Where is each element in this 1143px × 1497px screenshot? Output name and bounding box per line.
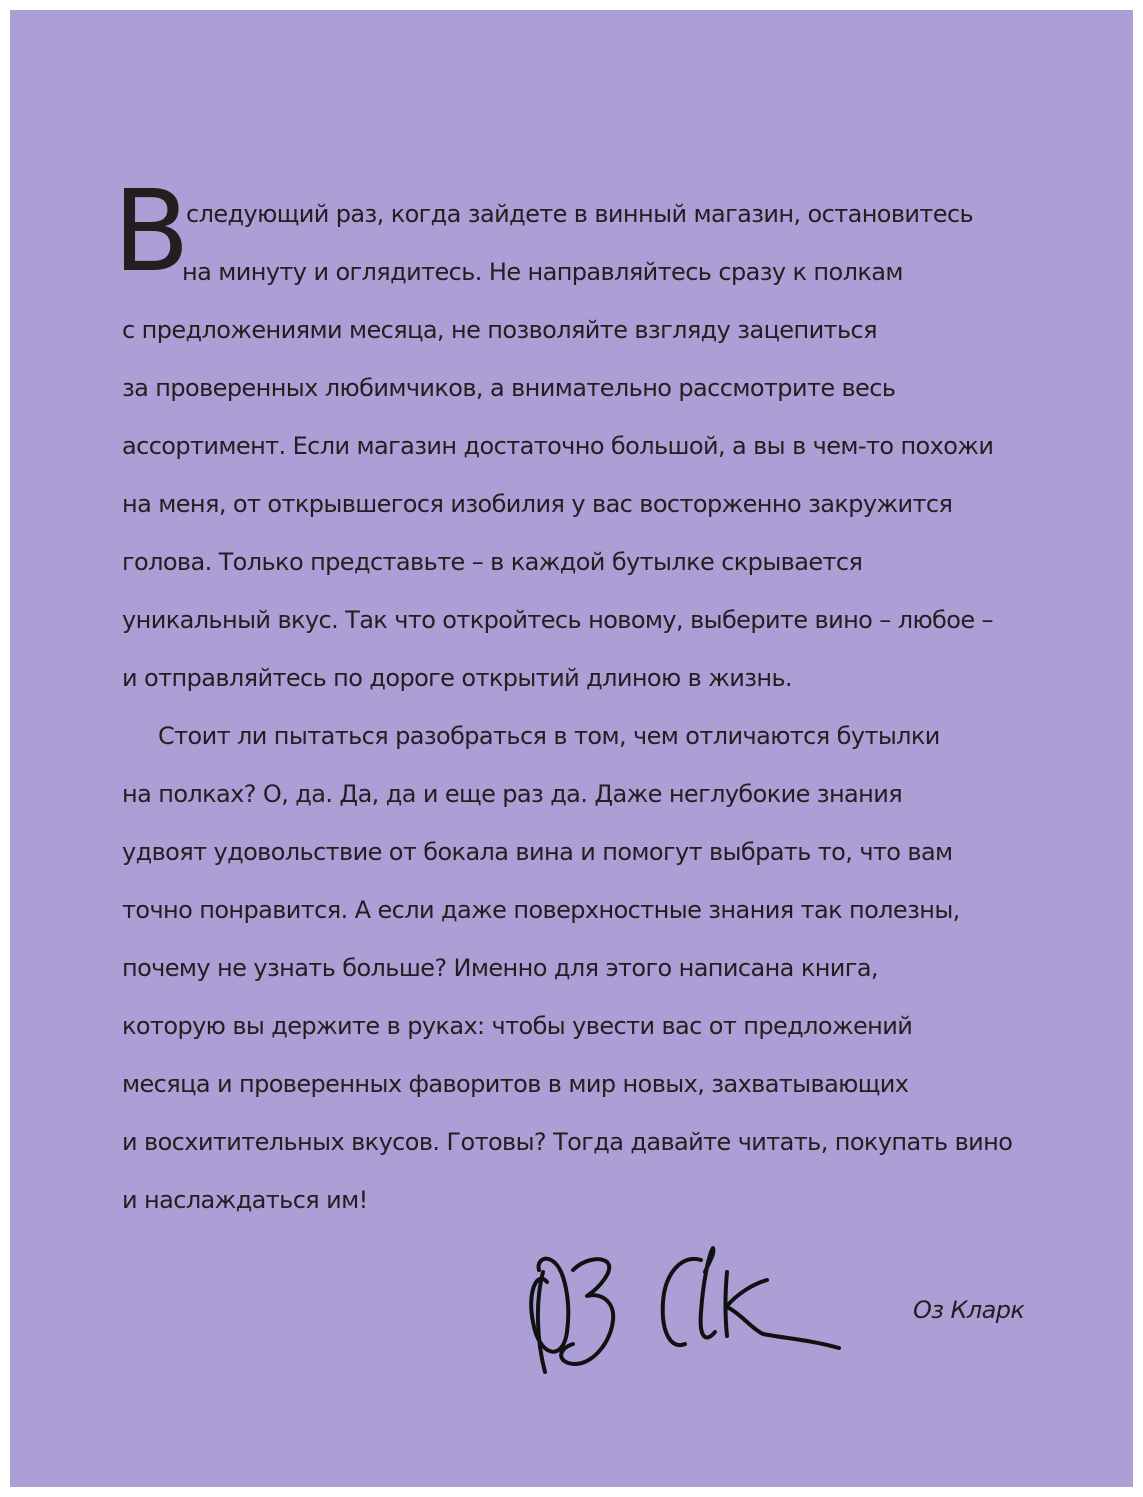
text-line: на полках? О, да. Да, да и еще раз да. Даже неглубокие знания: [122, 780, 903, 808]
text-line: на минуту и оглядитесь. Не направляйтесь сразу к полкам: [182, 258, 903, 286]
text-line: следующий раз, когда зайдете в винный магазин, остановитесь: [186, 200, 974, 228]
text-line: ассортимент. Если магазин достаточно большой, а вы в чем-то похожи: [122, 432, 994, 460]
text-line: и восхитительных вкусов. Готовы? Тогда давайте читать, покупать вино: [122, 1128, 1013, 1156]
drop-cap: В: [113, 167, 190, 297]
text-line: голова. Только представьте – в каждой бутылке скрывается: [122, 548, 863, 576]
text-line: и отправляйтесь по дороге открытий длиною в жизнь.: [122, 664, 793, 692]
text-line: уникальный вкус. Так что откройтесь новому, выберите вино – любое –: [122, 606, 993, 634]
text-line: месяца и проверенных фаворитов в мир новых, захватывающих: [122, 1070, 909, 1098]
author-name: Оз Кларк: [913, 1296, 1025, 1324]
text-line: за проверенных любимчиков, а внимательно рассмотрите весь: [122, 374, 896, 402]
book-page: [10, 10, 1133, 1487]
text-line: Стоит ли пытаться разобраться в том, чем отличаются бутылки: [158, 722, 940, 750]
text-line: почему не узнать больше? Именно для этого написана книга,: [122, 954, 878, 982]
text-line: на меня, от открывшегося изобилия у вас восторженно закружится: [122, 490, 953, 518]
text-line: точно понравится. А если даже поверхностные знания так полезны,: [122, 896, 960, 924]
text-line: и наслаждаться им!: [122, 1186, 368, 1214]
text-line: удвоят удовольствие от бокала вина и помогут выбрать то, что вам: [122, 838, 953, 866]
signature-icon: [515, 1232, 845, 1382]
text-line: которую вы держите в руках: чтобы увести вас от предложений: [122, 1012, 913, 1040]
text-line: с предложениями месяца, не позволяйте взгляду зацепиться: [122, 316, 877, 344]
